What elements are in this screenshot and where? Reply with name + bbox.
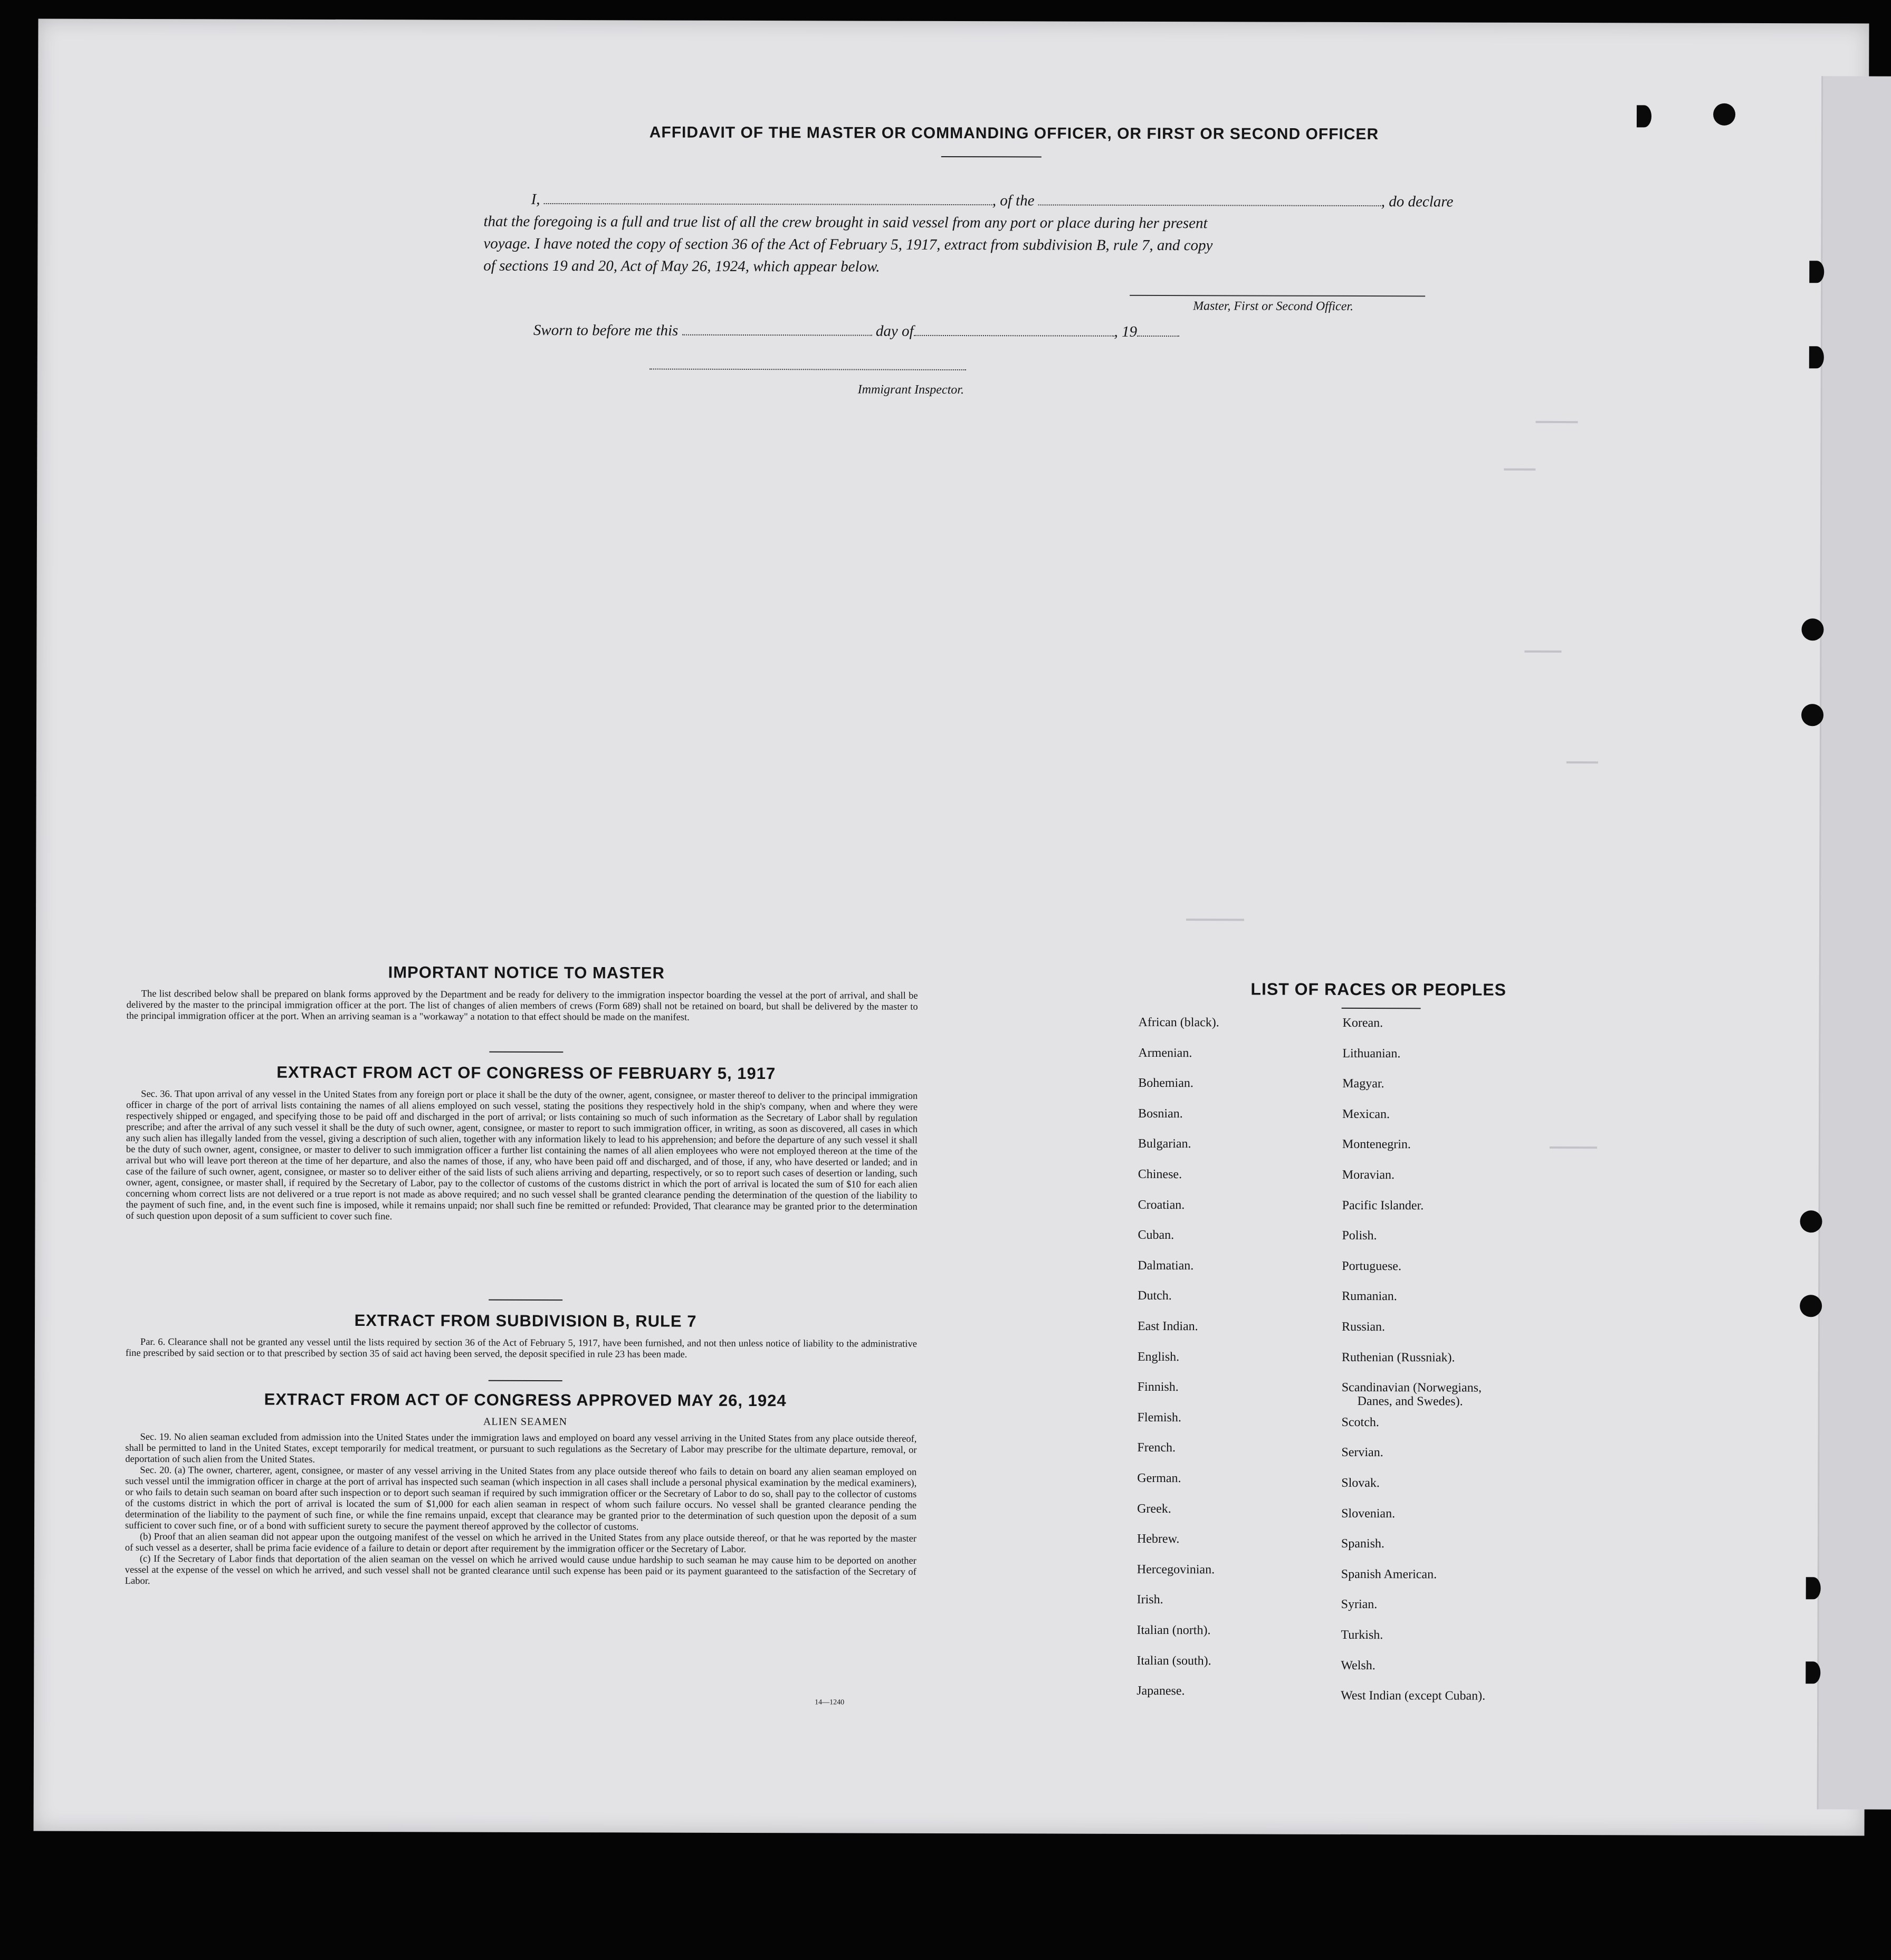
- section-36-paragraph: Sec. 36. That upon arrival of any vessel in the United States from any foreign port or place it shall be the duty of the owner, agent, consignee, or master thereof to deliver to the principal immigration officer in charge of the port of arrival lists containing the names of all aliens employed on such vessel, stating the positions they respectively hold in the ship's company, when and where they were respectively shipped or engaged, and specifying those to be paid off and discharged in the port of arrival; or lists containing so much of such information as the Secretary of Labor shall by regulation prescribe; and after the arrival of any such vessel it shall be the duty of such owner, agent, consignee, or master to report to such immigration officer, in writing, as soon as discovered, all cases in which any such alien has illegally landed from the vessel, giving a description of such alien, together with any information likely to lead to his apprehension; and before the departure of any such vessel it shall be the duty of such owner, agent, consignee, or master to deliver to such immigration officer a further list containing the names of all alien employees who were not employed thereon at the time of the arrival but who will leave port thereon at the time of her departure, and also the names of those, if any, who have been paid off and discharged, and of those, if any, who have deserted or landed; and in case of the failure of such owner, agent, consignee, or master so to deliver either of the said lists of such aliens arriving and departing, respectively, or so to report such cases of desertion or landing, such owner, agent, consignee, or master shall, if required by the Secretary of Labor, pay to the collector of customs of the customs district in which the port of arrival is located the sum of $10 for each alien concerning whom correct lists are not delivered or a true report is not made as above required; and no such vessel shall be granted clearance pending the determination of the question of the liability to the payment of such fine, and, in the event such fine is imposed, while it remains unpaid; nor shall such fine be remitted or refunded: Provided, That clearance may be granted prior to the determination of such question upon deposit of a sum sufficient to cover such fine.: [126, 1088, 918, 1222]
- bleed-through-mark: [1567, 761, 1598, 763]
- race-entry: Lithuanian.: [1342, 1046, 1401, 1061]
- race-entry: Scotch.: [1341, 1415, 1379, 1430]
- form-number: 14—1240: [815, 1698, 845, 1707]
- sworn-text: day of: [875, 322, 914, 340]
- notice-paragraph: The list described below shall be prepared on blank forms approved by the Department and be ready for delivery to the immigration inspector boarding the vessel at the port of arrival, and shall be delivered by the master to the principal immigration officer at the port. The list of changes of alien members of crews (Form 689) shall not be retained on board, but shall be delivered by the master to the principal immigration officer at the port. When an arriving seaman is a "workaway" a notation to that effect should be made on the manifest.: [126, 988, 918, 1023]
- affidavit-text: I,: [531, 190, 540, 208]
- name-blank: [544, 193, 992, 205]
- alien-seamen-subtitle: ALIEN SEAMEN: [483, 1416, 568, 1428]
- race-entry: Montenegrin.: [1342, 1137, 1411, 1152]
- race-entry: Dutch.: [1138, 1288, 1172, 1303]
- race-entry: Korean.: [1342, 1016, 1383, 1030]
- inspector-signature-line: [650, 368, 966, 370]
- race-entry: Croatian.: [1138, 1198, 1185, 1212]
- race-entry: Welsh.: [1341, 1658, 1376, 1673]
- race-entry: Spanish.: [1341, 1536, 1384, 1551]
- races-title: LIST OF RACES OR PEOPLES: [1250, 979, 1506, 999]
- inspector-label: Immigrant Inspector.: [857, 383, 964, 397]
- race-entry: Scandinavian (Norwegians,: [1341, 1380, 1482, 1395]
- race-entry: Magyar.: [1342, 1076, 1384, 1091]
- race-entry: Moravian.: [1342, 1168, 1395, 1182]
- punch-hole: [1809, 346, 1824, 368]
- race-entry: Pacific Islander.: [1342, 1198, 1424, 1213]
- race-entry: African (black).: [1138, 1015, 1219, 1030]
- race-entry: Japanese.: [1136, 1684, 1185, 1698]
- master-signature-line: [1130, 295, 1425, 297]
- race-entry: Danes, and Swedes).: [1357, 1394, 1463, 1409]
- title-rule: [941, 156, 1042, 157]
- sec-20b-paragraph: (b) Proof that an alien seaman did not appear upon the outgoing manifest of the vessel on which he arrived in the United States from any place outside thereof, or that he was reported by the master of such vessel as a deserter, shall be prima facie evidence of a failure to detain or deport after requirement by the immigration officer or the Secretary of Labor.: [125, 1531, 916, 1555]
- extract-1917-title: EXTRACT FROM ACT OF CONGRESS OF FEBRUARY 5, 1917: [276, 1063, 776, 1083]
- race-entry: English.: [1137, 1350, 1180, 1364]
- bleed-through-mark: [1504, 469, 1535, 471]
- race-entry: Flemish.: [1137, 1410, 1181, 1425]
- sworn-day-blank: [682, 324, 872, 336]
- affidavit-text: , do declare: [1381, 193, 1454, 211]
- race-entry: Syrian.: [1341, 1597, 1378, 1612]
- race-entry: Chinese.: [1138, 1167, 1182, 1182]
- races-left-column: [39, 18, 1869, 23]
- punch-hole: [1713, 103, 1735, 126]
- race-entry: West Indian (except Cuban).: [1341, 1688, 1486, 1703]
- affidavit-text: , of the: [992, 192, 1035, 209]
- punch-hole: [1801, 704, 1823, 726]
- extract-rule7-title: EXTRACT FROM SUBDIVISION B, RULE 7: [354, 1311, 697, 1331]
- sworn-text: , 19: [1114, 323, 1138, 340]
- race-entry: Slovak.: [1341, 1476, 1380, 1490]
- race-entry: Mexican.: [1342, 1107, 1390, 1122]
- extract-1924-title: EXTRACT FROM ACT OF CONGRESS APPROVED MAY 26, 1924: [264, 1390, 787, 1410]
- punch-hole: [1809, 261, 1824, 283]
- race-entry: Italian (south).: [1136, 1653, 1211, 1668]
- race-entry: Rumanian.: [1342, 1289, 1397, 1304]
- race-entry: Irish.: [1136, 1592, 1163, 1607]
- race-entry: Bosnian.: [1138, 1106, 1183, 1121]
- race-entry: Ruthenian (Russniak).: [1341, 1350, 1455, 1365]
- extract-1924-body: [125, 1432, 917, 1589]
- binding-strip: [1817, 76, 1891, 1809]
- section-rule: [489, 1299, 562, 1301]
- race-entry: French.: [1137, 1440, 1176, 1455]
- race-entry: Greek.: [1137, 1502, 1171, 1516]
- section-rule: [489, 1051, 563, 1053]
- manifest-sheet: [34, 18, 1869, 1835]
- sworn-year-blank: [1137, 325, 1179, 337]
- punch-hole: [1637, 105, 1651, 127]
- extract-rule7-body: [126, 1337, 917, 1361]
- affidavit-text: of sections 19 and 20, Act of May 26, 1924, which appear below.: [483, 257, 880, 275]
- race-entry: Portuguese.: [1342, 1259, 1402, 1274]
- section-rule: [1342, 1008, 1421, 1009]
- sworn-line: [533, 320, 1272, 343]
- race-entry: Italian (north).: [1136, 1623, 1211, 1638]
- affidavit-text: voyage. I have noted the copy of section 36 of the Act of February 5, 1917, extract from subdivision B, rule 7, and copy: [483, 235, 1213, 254]
- race-entry: Hercegovinian.: [1136, 1562, 1215, 1577]
- race-entry: Armenian.: [1138, 1046, 1192, 1060]
- race-entry: Turkish.: [1341, 1628, 1383, 1642]
- notice-title: IMPORTANT NOTICE TO MASTER: [388, 963, 665, 982]
- punch-hole: [1800, 1295, 1822, 1317]
- master-signature-label: Master, First or Second Officer.: [1193, 299, 1354, 313]
- punch-hole: [1806, 1577, 1821, 1599]
- bleed-through-mark: [1186, 919, 1244, 921]
- race-entry: Spanish American.: [1341, 1567, 1437, 1582]
- race-entry: Slovenian.: [1341, 1506, 1396, 1521]
- race-entry: German.: [1137, 1471, 1181, 1486]
- affidavit-text: that the foregoing is a full and true list of all the crew brought in said vessel from any port or place during her present: [483, 213, 1208, 232]
- punch-hole: [1801, 618, 1823, 640]
- race-entry: Hebrew.: [1136, 1532, 1180, 1546]
- sec-20a-paragraph: Sec. 20. (a) The owner, charterer, agent, consignee, or master of any vessel arriving in the United States from any place outside thereof who fails to detain on board any alien seaman employed on such vessel until the immigration officer in charge at the port of arrival has inspected such seaman (which inspection in all cases shall include a personal physical examination by the medical examiners), or who fails to detain such seaman on board after such inspection or to deport such seaman if required by such immigration officer or the Secretary of Labor to do so, shall pay to the collector of customs of the customs district in which the port of arrival is located the sum of $1,000 for each alien seaman in respect of whom such failure occurs. No vessel shall be granted clearance pending the determination of the liability to the payment of such fine, or while the fine remains unpaid, except that clearance may be granted prior to the determination of such question upon the deposit of a sum sufficient to cover such fine, or of a bond with sufficient surety to secure the payment thereof approved by the collector of customs.: [125, 1465, 917, 1533]
- sec-19-paragraph: Sec. 19. No alien seaman excluded from admission into the United States under the immigration laws and employed on board any vessel arriving in the United States from any place outside thereof, shall be permitted to land in the United States, except temporarily for medical treatment, or pursuant to such regulations as the Secretary of Labor may prescribe for the ultimate departure, removal, or deportation of such alien from the United States.: [125, 1431, 917, 1465]
- race-entry: Cuban.: [1138, 1228, 1174, 1242]
- race-entry: Bulgarian.: [1138, 1136, 1191, 1151]
- vessel-blank: [1038, 194, 1381, 206]
- race-entry: Servian.: [1341, 1445, 1383, 1460]
- race-entry: Bohemian.: [1138, 1076, 1193, 1091]
- par-6-paragraph: Par. 6. Clearance shall not be granted any vessel until the lists required by section 36 of the Act of February 5, 1917, have been furnished, and not then unless notice of liability to the administrative fine prescribed by said section or to that prescribed by section 35 of said act having been served, the deposit specified in rule 23 has been made.: [125, 1336, 917, 1360]
- race-entry: Finnish.: [1137, 1380, 1179, 1394]
- race-entry: Polish.: [1342, 1228, 1377, 1243]
- punch-hole: [1800, 1210, 1822, 1232]
- section-rule: [489, 1380, 562, 1381]
- affidavit-title: AFFIDAVIT OF THE MASTER OR COMMANDING OFFICER, OR FIRST OR SECOND OFFICER: [649, 123, 1379, 144]
- extract-1917-body: [126, 1089, 918, 1224]
- sec-20c-paragraph: (c) If the Secretary of Labor finds that deportation of the alien seaman on the vessel on which he arrived would cause undue hardship to such seaman he may cause him to be deported on another vessel at the expense of the vessel on which he arrived, and such vessel shall not be granted clearance until such expense has been paid or its payment guaranteed to the satisfaction of the Secretary of Labor.: [125, 1553, 916, 1587]
- sworn-month-blank: [914, 324, 1114, 337]
- race-entry: East Indian.: [1137, 1319, 1198, 1334]
- bleed-through-mark: [1550, 1146, 1597, 1149]
- punch-hole: [1806, 1661, 1820, 1684]
- notice-body: [127, 989, 918, 1024]
- sworn-text: Sworn to before me this: [533, 321, 679, 339]
- race-entry: Dalmatian.: [1138, 1258, 1194, 1273]
- bleed-through-mark: [1524, 651, 1561, 653]
- bleed-through-mark: [1536, 421, 1578, 423]
- races-right-column: [39, 18, 1869, 23]
- race-entry: Russian.: [1341, 1320, 1386, 1334]
- affidavit-declaration-line: [484, 189, 1550, 213]
